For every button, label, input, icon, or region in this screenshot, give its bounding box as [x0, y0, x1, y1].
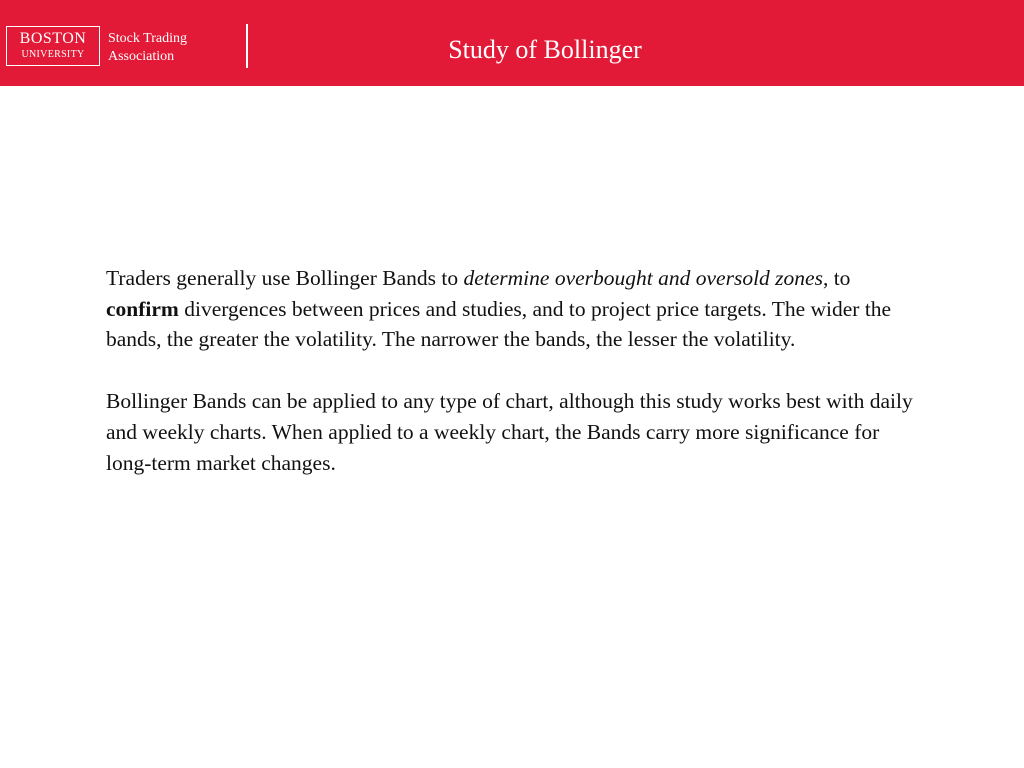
- paragraph-1-italic: determine overbought and oversold zones: [463, 266, 823, 290]
- slide-title: Study of Bollinger: [448, 35, 642, 64]
- paragraph-1-part-1: Traders generally use Bollinger Bands to: [106, 266, 464, 290]
- org-name-line-2: Association: [108, 49, 175, 64]
- paragraph-1: [106, 263, 926, 355]
- paragraph-1-bold: confirm: [106, 296, 179, 321]
- header-divider: [246, 24, 248, 68]
- paragraph-1-part-3: divergences between prices and studies, and to project price targets. The wider the bands, the greater the volatility. The narrower the bands, the lesser the volatility.: [106, 296, 892, 352]
- university-logo: [6, 26, 100, 66]
- slide-body: [106, 263, 926, 478]
- paragraph-1-part-2: , to: [822, 266, 851, 290]
- organization-name: [108, 30, 238, 66]
- paragraph-2: Bollinger Bands can be applied to any type of chart, although this study works best with daily and weekly charts. When applied to a weekly chart, the Bands carry more significance for long-term market changes.: [106, 389, 913, 475]
- org-name-line-1: Stock Trading: [108, 31, 187, 46]
- logo-line-2: UNIVERSITY: [21, 49, 85, 60]
- logo-line-1: BOSTON: [19, 30, 87, 47]
- header-bar: [0, 0, 1024, 86]
